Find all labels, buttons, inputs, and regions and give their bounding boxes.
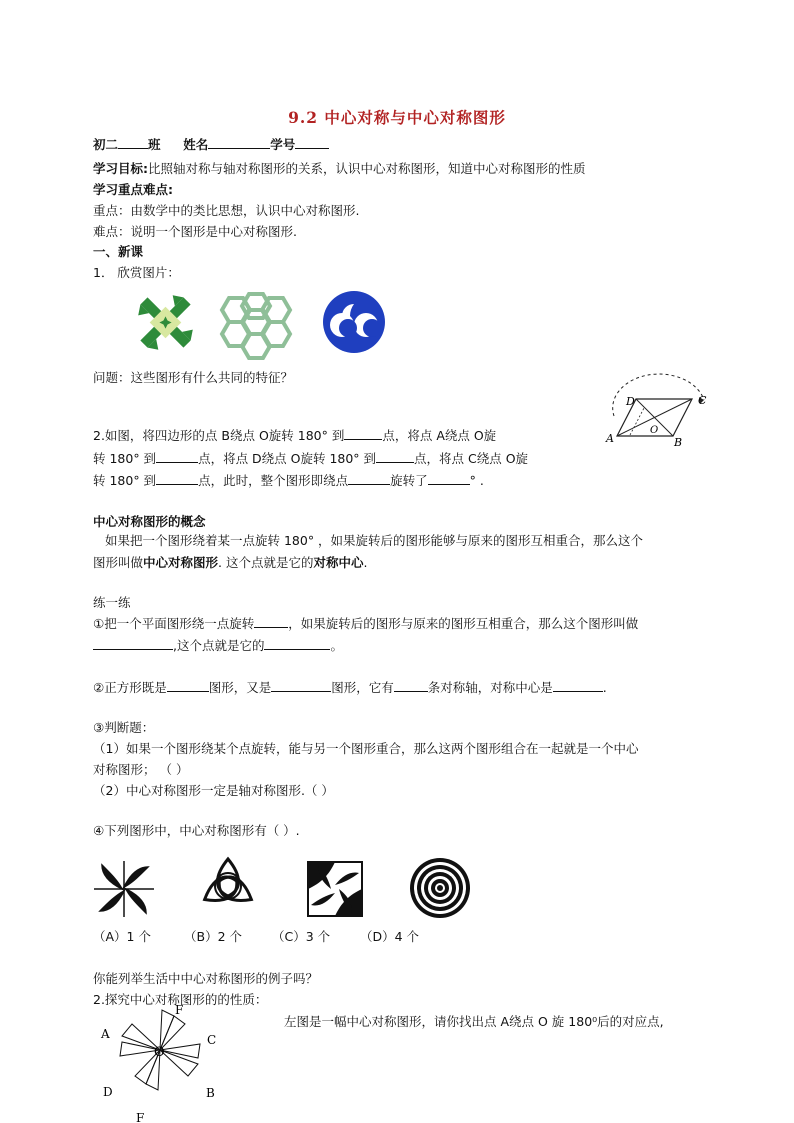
blank-center[interactable] [348, 472, 390, 485]
blank-C-image[interactable] [156, 472, 198, 485]
practice-text: 图形，它有 [331, 680, 394, 695]
hexagon-pattern-figure [216, 286, 296, 358]
practice-text: 条对称轴，对称中心是 [427, 680, 553, 695]
key-difficulty-heading: 学习重点难点: [93, 182, 173, 197]
rotation-text: 旋转了 [390, 473, 428, 488]
concept-term: 对称中心 [313, 555, 364, 570]
page-title: 9.2 中心对称与中心对称图形 [288, 108, 506, 127]
star-label-O: O [154, 1045, 165, 1060]
life-example-question: 你能列举生活中中心对称图形的例子吗？ [93, 971, 319, 986]
item-appreciate: 1． 欣赏图片： [93, 265, 180, 280]
concept-paragraph-2 [93, 553, 367, 571]
goal-text: 比照轴对称与轴对称图形的关系，认识中心对称图形，知道中心对称图形的性质 [148, 161, 586, 176]
concentric-circles-figure [409, 857, 471, 919]
practice-heading: 练一练 [93, 595, 131, 610]
question-features: 问题：这些图形有什么共同的特征？ [93, 370, 294, 385]
practice-q2 [93, 678, 607, 696]
name-label: 姓名 [183, 137, 209, 152]
rotation-text: 转 180° 到 [93, 451, 157, 466]
practice-text: 图形，又是 [208, 680, 272, 695]
learning-goal [93, 159, 586, 177]
square-swirl-figure [306, 860, 364, 918]
rotation-text: 点，将点 D绕点 O旋转 180° 到 [198, 451, 377, 466]
star-label-F-top: F [175, 1003, 184, 1017]
practice-q3-1-line2: 对称图形； （ ） [93, 762, 189, 777]
green-windmill-figure [133, 290, 198, 355]
rotation-line-1 [93, 426, 496, 444]
practice-q3-1-line1: （1）如果一个图形绕某个点旋转，能与另一个图形重合，那么这两个图形组合在一起就是一个中心 [93, 741, 639, 756]
concept-term: 中心对称图形 [143, 555, 219, 570]
star-label-D: D [103, 1085, 113, 1099]
blank-B-image[interactable] [344, 427, 382, 440]
rotation-text: 点，此时，整个图形即绕点 [198, 473, 349, 488]
trefoil-figure [197, 856, 259, 916]
blank-A-image[interactable] [156, 450, 198, 463]
label-D: D [626, 395, 635, 408]
practice-text: ,这个点就是它的 [173, 638, 265, 653]
blank-q1-center[interactable] [264, 637, 330, 650]
star-label-C: C [207, 1033, 217, 1047]
section-new-lesson: 一、新课 [93, 244, 144, 259]
id-label: 学号 [270, 137, 296, 152]
blank-q2-1[interactable] [167, 679, 209, 692]
difficulty: 难点：说明一个图形是中心对称图形. [93, 224, 297, 239]
id-blank[interactable] [295, 136, 329, 149]
star-label-F-bottom: F [136, 1111, 145, 1123]
label-A: A [606, 432, 614, 445]
blank-angle[interactable] [428, 472, 470, 485]
rotation-text: 点，将点 A绕点 O旋 [382, 428, 497, 443]
option-d[interactable]: （D）4 个 [360, 929, 420, 944]
option-a[interactable]: （A）1 个 [93, 929, 151, 944]
blank-D-image[interactable] [376, 450, 414, 463]
practice-text: ①把一个平面图形绕一点旋转 [93, 616, 255, 631]
concept-heading: 中心对称图形的概念 [93, 514, 206, 529]
central-symmetry-star-diagram [96, 1004, 226, 1123]
concept-text: . [363, 555, 368, 570]
concept-paragraph-1: 如果把一个图形绕着某一点旋转 180° ，如果旋转后的图形能够与原来的图形互相重合，那么这个 [105, 533, 644, 548]
blank-q2-3[interactable] [394, 679, 428, 692]
goal-label: 学习目标: [93, 161, 148, 176]
practice-text: ，如果旋转后的图形与原来的图形互相重合，那么这个图形叫做 [288, 616, 639, 631]
label-C: C [698, 394, 707, 407]
label-O: O [650, 425, 659, 436]
rotation-text: 点，将点 C绕点 O旋 [414, 451, 529, 466]
blank-q2-4[interactable] [553, 679, 603, 692]
practice-q1-line2 [93, 636, 343, 654]
class-prefix: 初二 [93, 137, 119, 152]
practice-q3: ③判断题： [93, 720, 155, 735]
blank-q1-term[interactable] [93, 637, 173, 650]
student-info-line [93, 135, 329, 153]
blank-q2-2[interactable] [271, 679, 331, 692]
key-point: 重点：由数学中的类比思想，认识中心对称图形. [93, 203, 360, 218]
star-label-A: A [101, 1027, 110, 1041]
rotation-text: 转 180° 到 [93, 473, 157, 488]
practice-text: . [602, 680, 607, 695]
practice-q4: ④下列图形中，中心对称图形有（ ）. [93, 823, 300, 838]
option-c[interactable]: （C）3 个 [272, 929, 331, 944]
practice-text: ②正方形既是 [93, 680, 167, 695]
rotation-text: 2.如图，将四边形的点 B绕点 O旋转 180° 到 [93, 428, 345, 443]
blank-q1-angle[interactable] [254, 615, 288, 628]
practice-text: 。 [330, 638, 343, 653]
rotation-line-2 [93, 449, 528, 467]
pinwheel-figure [93, 860, 155, 918]
class-blank[interactable] [118, 136, 148, 149]
concept-text: 图形叫做 [93, 555, 144, 570]
label-B: B [674, 436, 683, 449]
name-blank[interactable] [208, 136, 270, 149]
item-explore-text: 左图是一幅中心对称图形，请你找出点 A绕点 O 旋 180⁰后的对应点, [284, 1014, 664, 1029]
rotation-text: ° . [469, 473, 484, 488]
practice-q1-line1 [93, 614, 638, 632]
practice-q3-2: （2）中心对称图形一定是轴对称图形.（ ） [93, 783, 334, 798]
option-b[interactable]: （B）2 个 [184, 929, 243, 944]
star-label-B: B [206, 1086, 215, 1100]
parallelogram-rotation-diagram [600, 378, 715, 453]
blue-circle-figure [321, 289, 387, 355]
rotation-line-3 [93, 471, 484, 489]
concept-text: . 这个点就是它的 [218, 555, 314, 570]
item-explore-properties: 2.探究中心对称图形的的性质： [93, 992, 268, 1007]
class-suffix: 班 [148, 137, 161, 152]
